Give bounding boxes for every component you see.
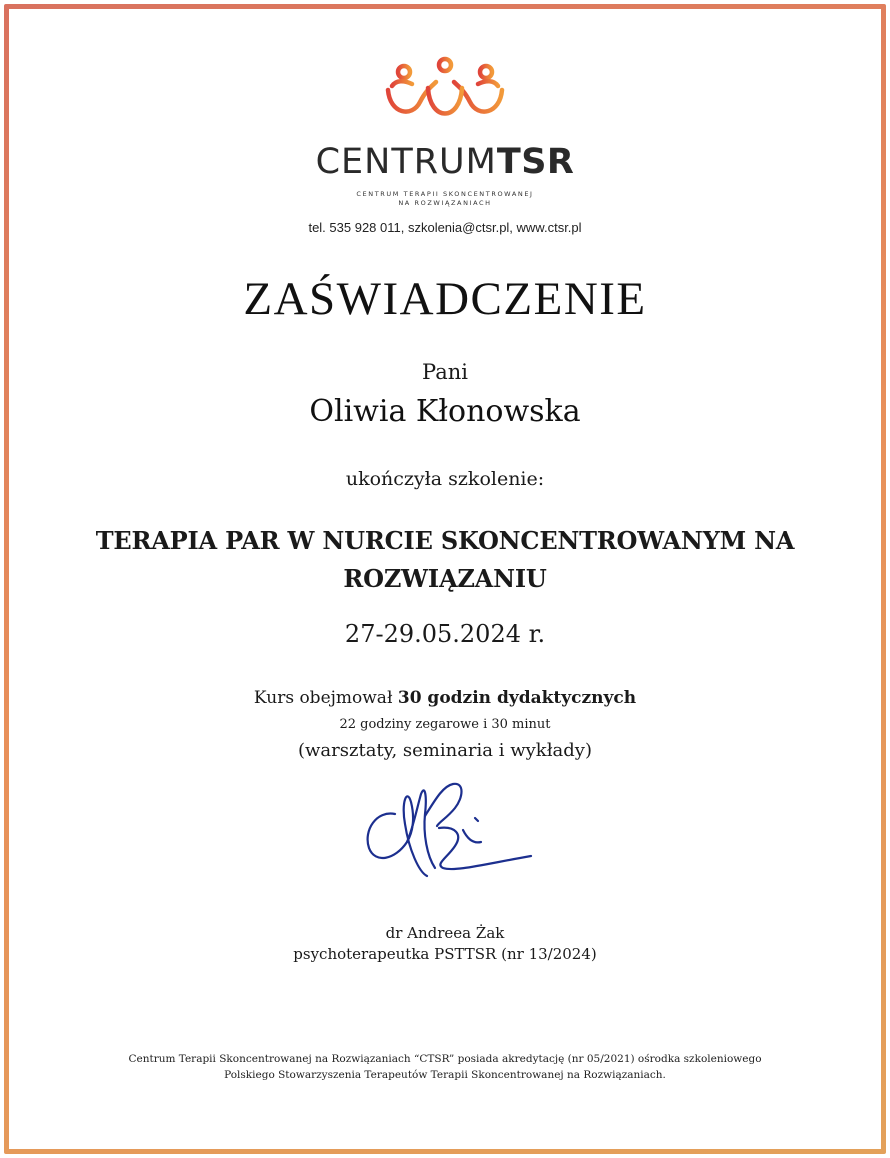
course-date: 27-29.05.2024 r. [344,620,546,648]
brand-wordmark: CENTRUMTSR [315,142,575,182]
course-title: TERAPIA PAR W NURCIE SKONCENTROWANYM NA ROZWIĄZANIU [95,526,795,593]
recipient-name: Oliwia Kłonowska [309,394,581,429]
certificate-title: ZAŚWIADCZENIE [243,273,647,325]
course-hours: Kurs obejmował 30 godzin dydaktycznych [253,688,637,708]
contact-info: tel. 535 928 011, szkolenia@ctsr.pl, www.ctsr.pl [308,220,582,235]
signature-icon [355,772,535,884]
accreditation-footer: Centrum Terapii Skoncentrowanej na Rozwiązaniach “CTSR” posiada akredytację (nr 05/2021) ośrodka szkoleniowego Polskiego Stowarzyszenia Terapeutów Terapii Skoncentrowanej na Rozwiązaniach. [128,1053,762,1081]
course-forms: (warsztaty, seminaria i wykłady) [297,740,592,761]
clock-hours: 22 godziny zegarowe i 30 minut [339,717,551,732]
brand-subtitle: CENTRUM TERAPII SKONCENTROWANEJ NA ROZWIĄZANIACH [356,190,534,207]
salutation: Pani [422,360,468,384]
signer-title: psychoterapeutka PSTTSR (nr 13/2024) [293,945,597,963]
signer-name: dr Andreea Żak [385,924,505,942]
ctsr-logo-icon [382,56,508,132]
completed-text: ukończyła szkolenie: [345,468,545,490]
